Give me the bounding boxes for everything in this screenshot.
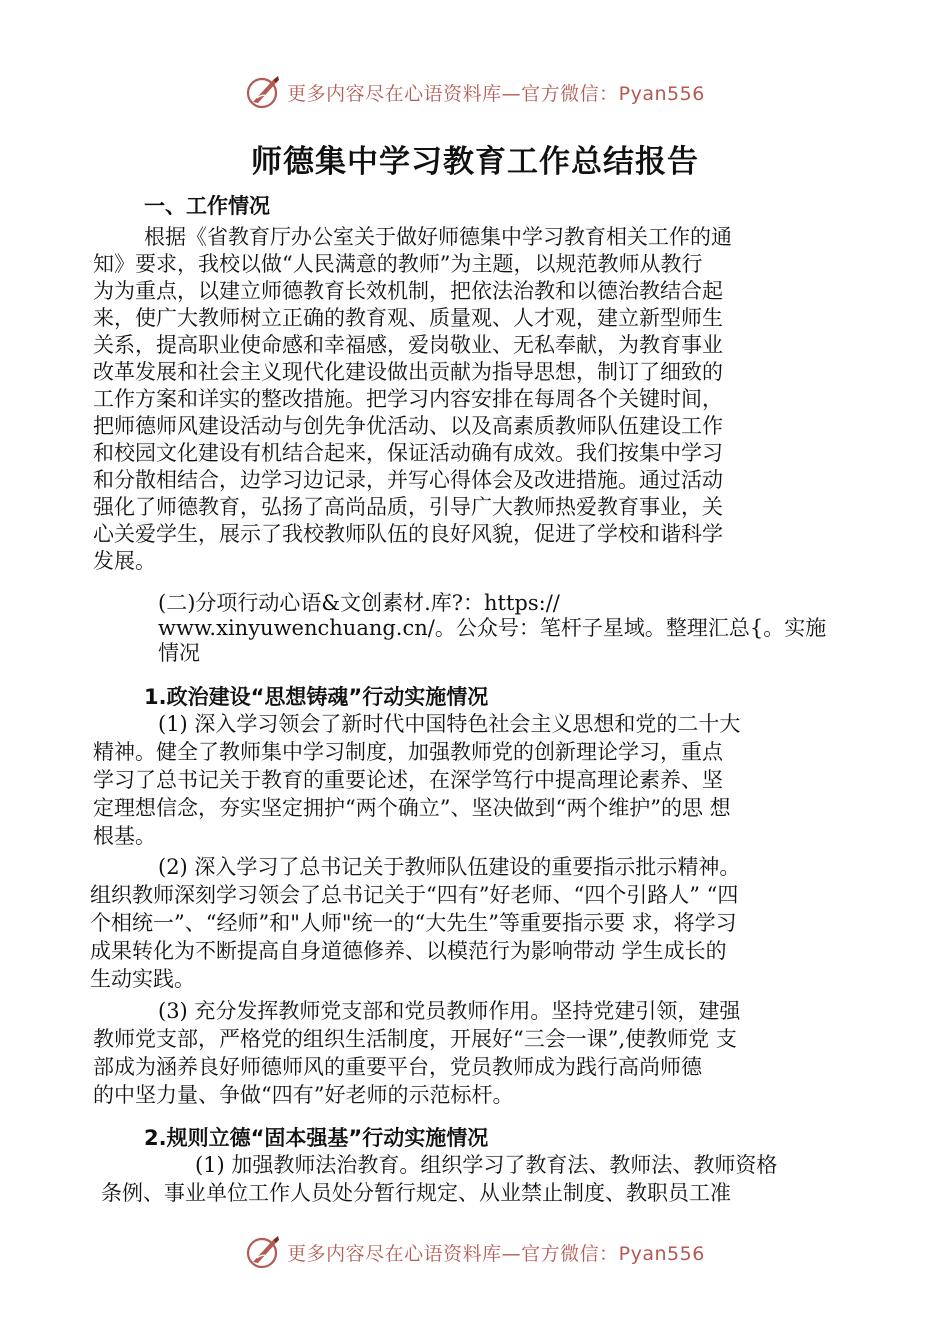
paragraph-line: 工作方案和详实的整改措施。把学习内容安排在每周各个关键时间， — [93, 387, 723, 411]
paragraph-line: 根基。 — [93, 824, 156, 848]
paragraph-line: 教师党支部，严格党的组织生活制度，开展好“三会一课”,使教师党 支 — [93, 1027, 737, 1051]
paragraph-line: 生动实践。 — [90, 967, 195, 991]
paragraph-line: 为为重点，以建立师德教育长效机制，把依法治教和以德治教结合起 — [93, 279, 723, 303]
paragraph-line: 和分散相结合，边学习边记录，并写心得体会及改进措施。通过活动 — [93, 468, 723, 492]
paragraph-line: 成果转化为不断提高自身道德修养、以模范行为影响带动 学生成长的 — [90, 939, 727, 963]
watermark-text: 更多内容尽在心语资料库—官方微信：Pyan556 — [287, 1242, 705, 1265]
paragraph-line: 来，使广大教师树立正确的教育观、质量观、人才观，建立新型师生 — [93, 306, 723, 330]
paragraph-line: 改革发展和社会主义现代化建设做出贡献为指导思想，制订了细致的 — [93, 360, 723, 384]
section-heading-work-status: 一、工作情况 — [144, 194, 270, 218]
paragraph-line: (2) 深入学习了总书记关于教师队伍建设的重要指示批示精神。 — [158, 855, 741, 879]
watermark-banner-top — [0, 72, 950, 112]
section2-line: (二)分项行动心语&文创素材.库?：https:// — [158, 591, 560, 615]
paragraph-line: 根据《省教育厅办公室关于做好师德集中学习教育相关工作的通 — [144, 225, 732, 249]
section2-line: 情况 — [158, 641, 200, 665]
paragraph-line: 精神。健全了教师集中学习制度，加强教师党的创新理论学习，重点 — [93, 740, 723, 764]
paragraph-line: 条例、事业单位工作人员处分暂行规定、从业禁止制度、教职员工准 — [101, 1181, 731, 1205]
document-title: 师德集中学习教育工作总结报告 — [251, 144, 699, 180]
paragraph-line: 关系，提高职业使命感和幸福感，爱岗敬业、无私奉献，为教育事业 — [93, 333, 723, 357]
quill-logo-icon — [245, 74, 281, 110]
paragraph-line: (3) 充分发挥教师党支部和党员教师作用。坚持党建引领，建强 — [158, 999, 741, 1023]
paragraph-line: (1) 深入学习领会了新时代中国特色社会主义思想和党的二十大 — [158, 712, 741, 736]
paragraph-line: 组织教师深刻学习领会了总书记关于“四有”好老师、“四个引路人” “四 — [90, 883, 739, 907]
paragraph-line: 的中坚力量、争做“四有”好老师的示范标杆。 — [93, 1083, 514, 1107]
paragraph-line: 学习了总书记关于教育的重要论述，在深学笃行中提高理论素养、坚 — [93, 768, 723, 792]
paragraph-line: 强化了师德教育，弘扬了高尚品质，引导广大教师热爱教育事业，关 — [93, 495, 723, 519]
section2-line: www.xinyuwenchuang.cn/。公众号：笔杆子星域。整理汇总{。实施 — [158, 616, 827, 640]
watermark-banner-bottom — [0, 1232, 950, 1272]
paragraph-line: 和校园文化建设有机结合起来，保证活动确有成效。我们按集中学习 — [93, 441, 723, 465]
paragraph-line: 定理想信念，夯实坚定拥护“两个确立”、坚决做到“两个维护”的思 想 — [93, 796, 731, 820]
paragraph-line: 发展。 — [93, 549, 156, 573]
paragraph-line: 知》要求，我校以做“人民满意的教师”为主题，以规范教师从教行 — [93, 252, 703, 276]
paragraph-line: (1) 加强教师法治教育。组织学习了教育法、教师法、教师资格 — [195, 1153, 778, 1177]
paragraph-line: 把师德师风建设活动与创先争优活动、以及高素质教师队伍建设工作 — [93, 414, 723, 438]
paragraph-line: 部成为涵养良好师德师风的重要平台，党员教师成为践行高尚师德 — [93, 1055, 702, 1079]
subsection-heading-rules: 2.规则立德“固本强基”行动实施情况 — [144, 1126, 489, 1150]
subsection-heading-political: 1.政治建设“思想铸魂”行动实施情况 — [144, 685, 489, 709]
watermark-text: 更多内容尽在心语资料库—官方微信：Pyan556 — [287, 82, 705, 105]
quill-logo-icon — [245, 1234, 281, 1270]
paragraph-line: 个相统一”、“经师”和"人师"统一的“大先生”等重要指示要 求，将学习 — [90, 911, 737, 935]
paragraph-line: 心关爱学生，展示了我校教师队伍的良好风貌，促进了学校和谐科学 — [93, 522, 723, 546]
